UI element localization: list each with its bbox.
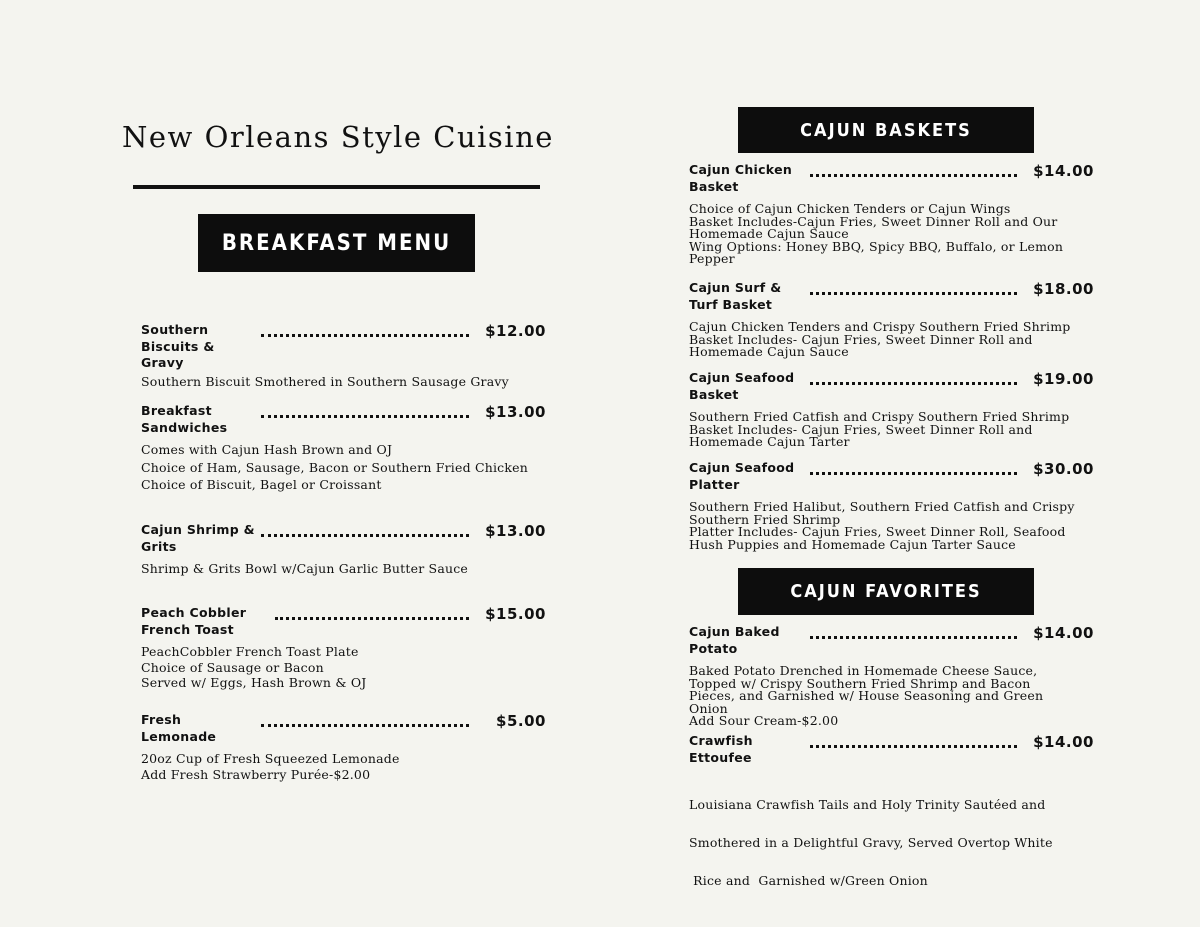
item-description: PeachCobbler French Toast Plate Choice of Sausage or Bacon Served w/ Eggs, Hash Brown & OJ [141, 644, 367, 690]
menu-item-cajun-baked-potato [689, 624, 1094, 656]
cajun-favorites-heading: CAJUN FAVORITES [738, 568, 1034, 615]
dot-leader [810, 282, 1017, 295]
item-name: Breakfast Sandwiches [141, 403, 228, 435]
dot-leader [261, 405, 469, 418]
item-price: $13.00 [485, 403, 546, 421]
item-description: Louisiana Crawfish Tails and Holy Trinity Sautéed and Smothered in a Delightful Gravy, Served Overtop White Rice and Garnished w/Green Onion [689, 797, 1053, 888]
menu-item-breakfast-sandwiches [141, 403, 546, 435]
menu-item-cajun-seafood-platter [689, 460, 1094, 492]
item-name: Cajun Chicken Basket [689, 162, 793, 194]
menu-item-cajun-shrimp-grits [141, 522, 546, 554]
item-name: Crawfish Ettoufee [689, 733, 753, 765]
dot-leader [261, 714, 469, 727]
item-name: Fresh Lemonade [141, 712, 217, 744]
menu-item-crawfish-ettoufee [689, 733, 1094, 765]
dot-leader [810, 462, 1017, 475]
item-price: $5.00 [496, 712, 546, 730]
dot-leader [810, 164, 1017, 177]
menu-item-fresh-lemonade [141, 712, 546, 744]
menu-item-cajun-chicken-basket [689, 162, 1094, 194]
dot-leader [261, 324, 469, 337]
cajun-baskets-heading: CAJUN BASKETS [738, 107, 1034, 153]
item-price: $15.00 [485, 605, 546, 623]
breakfast-menu-heading: BREAKFAST MENU [198, 214, 475, 272]
item-description: Southern Fried Catfish and Crispy Southern Fried Shrimp Basket Includes- Cajun Fries, Sweet Dinner Roll and Homemade Cajun Tarter [689, 409, 1070, 450]
item-description: Southern Fried Halibut, Southern Fried Catfish and Crispy Southern Fried Shrimp Platter Includes- Cajun Fries, Sweet Dinner Roll, Seafood Hush Puppies and Homemade Cajun Tarter Sauce [689, 499, 1075, 552]
item-description: Shrimp & Grits Bowl w/Cajun Garlic Butter Sauce [141, 561, 469, 576]
item-description: Southern Biscuit Smothered in Southern Sausage Gravy [141, 374, 509, 389]
item-description: Choice of Cajun Chicken Tenders or Cajun Wings Basket Includes-Cajun Fries, Sweet Dinner Roll and Our Homemade Cajun Sauce Wing Options: Honey BBQ, Spicy BBQ, Buffalo, or Lemon Pepper [689, 201, 1064, 267]
page-title: New Orleans Style Cuisine [122, 120, 554, 154]
title-divider [133, 185, 540, 189]
menu-item-cajun-seafood-basket [689, 370, 1094, 402]
dot-leader [810, 372, 1017, 385]
item-price: $14.00 [1033, 733, 1094, 751]
item-name: Cajun Seafood Basket [689, 370, 795, 402]
item-name: Southern Biscuits & Gravy [141, 322, 215, 370]
item-name: Peach Cobbler French Toast [141, 605, 247, 637]
item-price: $30.00 [1033, 460, 1094, 478]
menu-item-peach-cobbler-french-toast [141, 605, 546, 637]
item-name: Cajun Seafood Platter [689, 460, 795, 492]
item-price: $14.00 [1033, 624, 1094, 642]
item-description: Comes with Cajun Hash Brown and OJ Choice of Ham, Sausage, Bacon or Southern Fried Chicken Choice of Biscuit, Bagel or Croissant [141, 442, 528, 492]
item-description: Cajun Chicken Tenders and Crispy Southern Fried Shrimp Basket Includes- Cajun Fries, Sweet Dinner Roll and Homemade Cajun Sauce [689, 319, 1071, 360]
item-name: Cajun Surf & Turf Basket [689, 280, 782, 312]
menu-item-cajun-surf-turf-basket [689, 280, 1094, 312]
dot-leader [275, 607, 469, 620]
item-price: $19.00 [1033, 370, 1094, 388]
menu-item-southern-biscuits-gravy [141, 322, 546, 370]
item-price: $18.00 [1033, 280, 1094, 298]
item-description: Baked Potato Drenched in Homemade Cheese Sauce, Topped w/ Crispy Southern Fried Shrimp and Bacon Pieces, and Garnished w/ House Seasoning and Green Onion Add Sour Cream-$2.00 [689, 663, 1044, 729]
item-name: Cajun Shrimp & Grits [141, 522, 255, 554]
item-price: $14.00 [1033, 162, 1094, 180]
item-name: Cajun Baked Potato [689, 624, 780, 656]
dot-leader [261, 524, 469, 537]
dot-leader [810, 735, 1017, 748]
dot-leader [810, 626, 1017, 639]
item-price: $12.00 [485, 322, 546, 340]
item-price: $13.00 [485, 522, 546, 540]
item-description: 20oz Cup of Fresh Squeezed Lemonade Add Fresh Strawberry Purée-$2.00 [141, 751, 400, 782]
